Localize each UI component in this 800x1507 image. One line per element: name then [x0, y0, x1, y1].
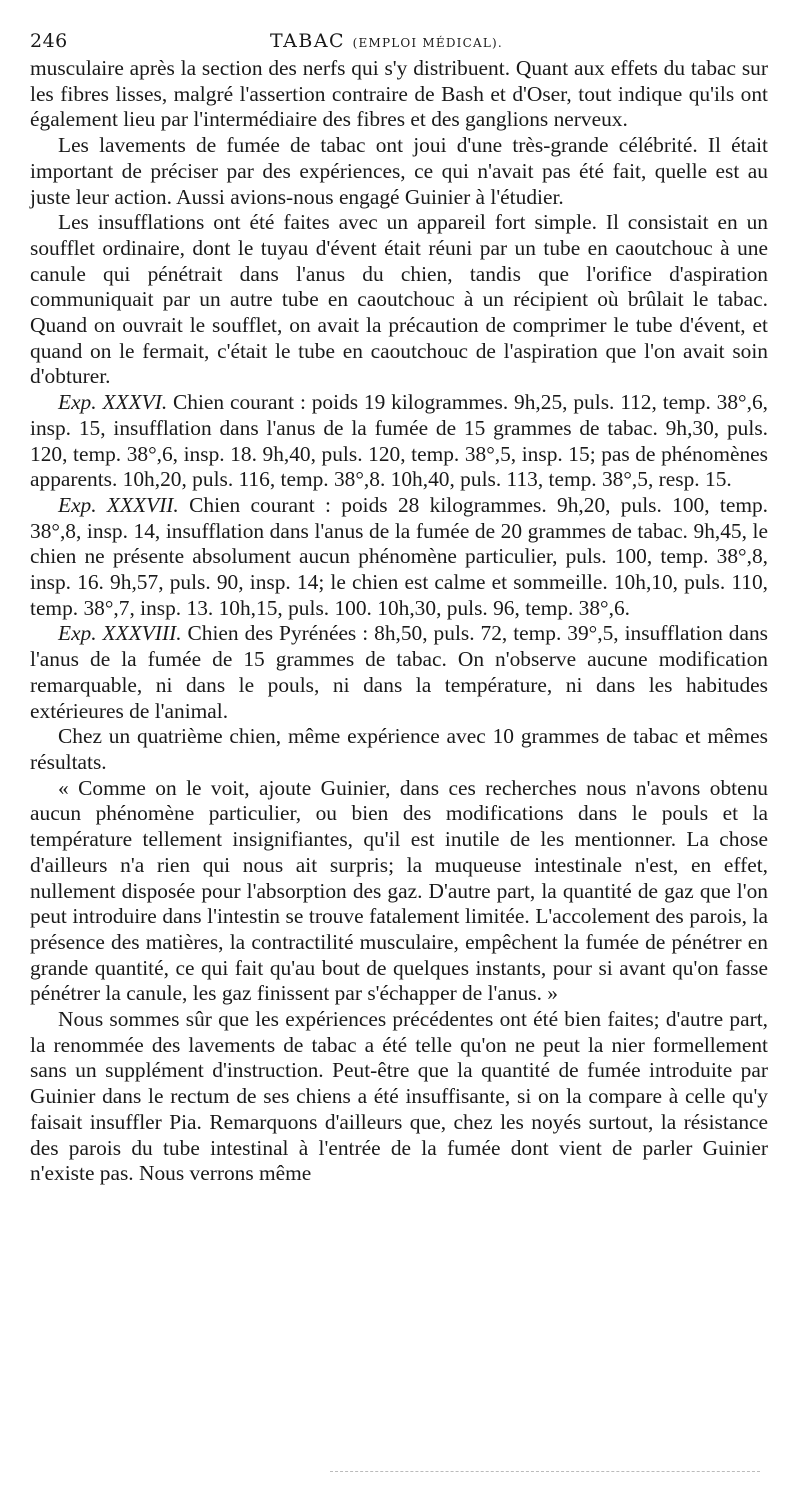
paragraph-lavements: Les lavements de fumée de tabac ont joui d'une très-grande célébrité. Il était important de préciser par des expériences, ce qui n'avait pas été fait, quelle est au juste leur action. Aussi avions-nous engagé Guinier à l'étudier.: [30, 133, 768, 209]
running-title-main: TABAC: [270, 30, 346, 52]
page-header: [30, 22, 768, 56]
paragraph-continued: musculaire après la section des nerfs qui s'y distribuent. Quant aux effets du tabac sur les fibres lisses, malgré l'assertion contraire de Bash et d'Oser, tout indique qu'ils ont également lieu par l'intermédiaire des fibres et des ganglions nerveux.: [30, 56, 768, 132]
experiment-37: [30, 493, 768, 622]
experiment-label: Exp. XXXVII.: [58, 492, 179, 517]
experiment-text: Chien courant : poids 28 kilogrammes. 9h,20, puls. 100, temp. 38°,8, insp. 14, insufflation dans l'anus de la fumée de 20 grammes de tabac. 9h,45, le chien ne présente absolument aucun phénomène particulier, puls. 100, temp. 38°,8, insp. 16. 9h,57, puls. 90, insp. 14; le chien est calme et sommeille. 10h,10, puls. 110, temp. 38°,7, insp. 13. 10h,15, puls. 100. 10h,30, puls. 96, temp. 38°,6.: [30, 492, 769, 620]
experiment-text: Chien courant : poids 19 kilogrammes. 9h,25, puls. 112, temp. 38°,6, insp. 15, insufflation dans l'anus de la fumée de 15 grammes de tabac. 9h,30, puls. 120, temp. 38°,6, insp. 18. 9h,40, puls. 120, temp. 38°,5, insp. 15; pas de phénomènes apparents. 10h,20, puls. 116, temp. 38°,8. 10h,40, puls. 113, temp. 38°,5, resp. 15.: [30, 390, 768, 492]
experiment-label: Exp. XXXVIII.: [58, 621, 182, 646]
paragraph-quote-guinier: « Comme on le voit, ajoute Guinier, dans ces recherches nous n'avons obtenu aucun phénomène particulier, ou bien des modifications dans le pouls et la température tellement insignifiantes, qu'il est inutile de les mentionner. La chose d'ailleurs n'a rien qui nous ait surpris; la muqueuse intestinale n'est, en effet, nullement disposée pour l'absorption des gaz. D'autre part, la quantité de gaz que l'on peut introduire dans l'intestin se trouve fatalement limitée. L'accolement des parois, la présence des matières, la contractilité musculaire, empêchent la fumée de pénétrer en grande quantité, ce qui fait qu'au bout de quelques instants, pour si avant qu'on fasse pénétrer la canule, les gaz finissent par s'échapper de l'anus. »: [30, 775, 768, 1006]
experiment-38: [30, 621, 768, 724]
page-number: 246: [30, 30, 68, 52]
running-title: [270, 30, 503, 52]
paragraph-insufflations: Les insufflations ont été faites avec un appareil fort simple. Il consistait en un soufflet ordinaire, dont le tuyau d'évent était réuni par un tube en caoutchouc à une canule qui pénétrait dans l'anus du chien, tandis que l'orifice d'aspiration communiquait par un autre tube en caoutchouc à un récipient où brûlait le tabac. Quand on ouvrait le soufflet, on avait la précaution de comprimer le tube d'évent, et quand on le fermait, c'était le tube en caoutchouc de l'aspiration que l'on avait soin d'obturer.: [30, 210, 768, 389]
body-text: [30, 56, 768, 1187]
experiment-label: Exp. XXXVI.: [58, 390, 168, 415]
book-page: [30, 22, 768, 1187]
paragraph-quatrieme-chien: Chez un quatrième chien, même expérience avec 10 grammes de tabac et mêmes résultats.: [30, 724, 768, 774]
experiment-text: Chien des Pyrénées : 8h,50, puls. 72, temp. 39°,5, insufflation dans l'anus de la fumée de 15 grammes de tabac. On n'observe aucune modification remarquable, ni dans le pouls, ni dans la température, ni dans les habitudes extérieures de l'animal.: [30, 621, 768, 723]
footer-print-marks: [330, 1467, 760, 1472]
running-title-sub: (EMPLOI MÉDICAL).: [352, 36, 503, 50]
paragraph-nous-sommes: Nous sommes sûr que les expériences précédentes ont été bien faites; d'autre part, la renommée des lavements de tabac a été telle qu'on ne peut la nier formellement sans un supplément d'instruction. Peut-être que la quantité de fumée introduite par Guinier dans le rectum de ses chiens a été insuffisante, si on la compare à celle qu'y faisait insuffler Pia. Remarquons d'ailleurs que, chez les noyés surtout, la résistance des parois du tube intestinal à l'entrée de la fumée dont vient de parler Guinier n'existe pas. Nous verrons même: [30, 1007, 768, 1186]
experiment-36: [30, 390, 768, 493]
